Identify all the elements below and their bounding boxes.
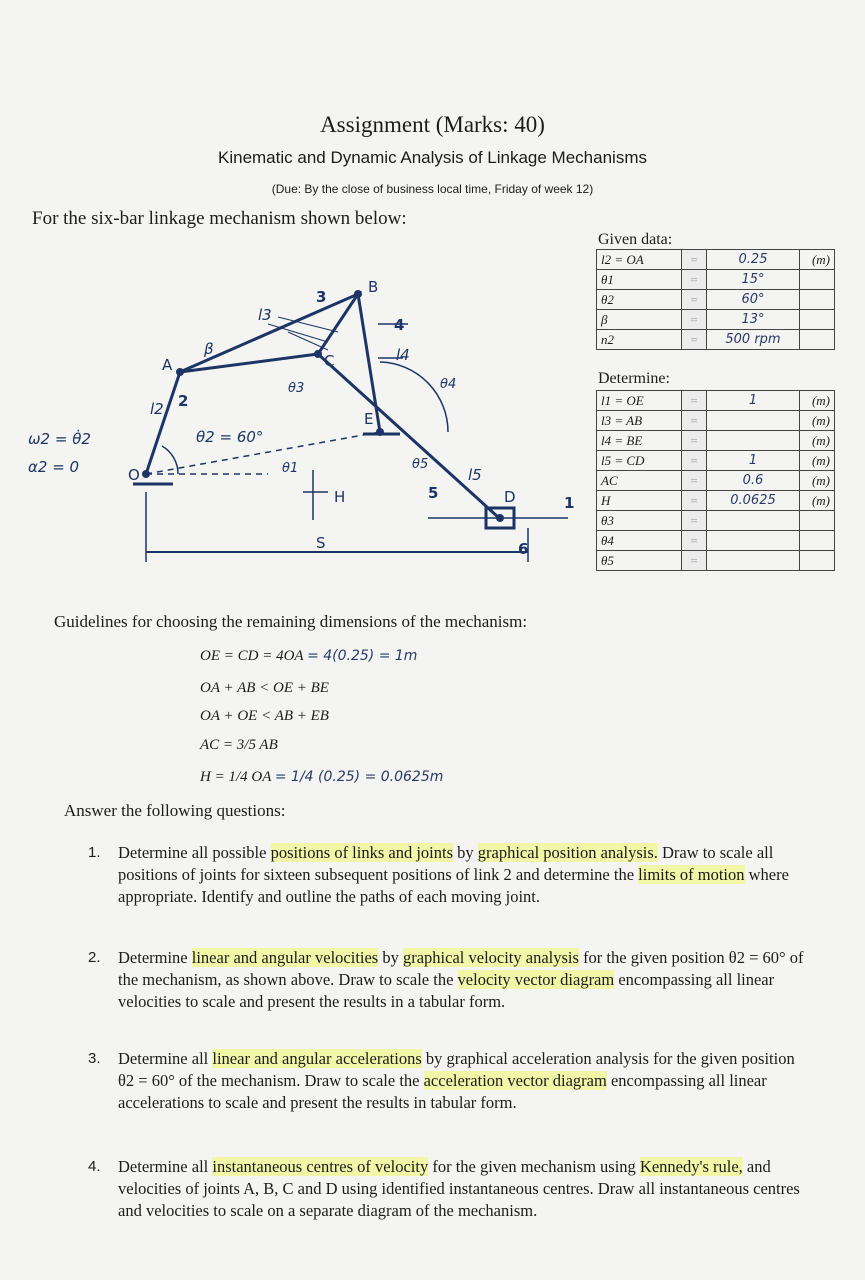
determine-table (596, 390, 835, 571)
label-link-5: 5 (428, 484, 439, 502)
table-row (597, 250, 835, 270)
cell-unit: (m) (800, 391, 835, 411)
table-row (597, 391, 835, 411)
text-part: by graphical acceleration analysis for the given position θ2 = 60° of the mechanism. Draw to scale the (118, 1049, 795, 1090)
question-text (118, 1048, 808, 1114)
question-text (118, 947, 808, 1013)
highlight: linear and angular accelerations (212, 1049, 422, 1068)
label-H: H (334, 488, 346, 506)
page-title: Assignment (Marks: 40) (320, 112, 545, 137)
given-data-table (596, 249, 835, 350)
cell-eq: = (682, 290, 707, 310)
cell-eq: = (682, 431, 707, 451)
text-part: encompassing all linear accelerations to scale and present the results in tabular form. (118, 1071, 767, 1112)
cell-unit: (m) (800, 471, 835, 491)
guidelines-heading: Guidelines for choosing the remaining dimensions of the mechanism: (54, 612, 528, 631)
cell-eq: = (682, 250, 707, 270)
cell-unit: (m) (800, 250, 835, 270)
guideline-note: = 1/4 (0.25) = 0.0625m (274, 769, 444, 785)
text-part: for the given mechanism using (428, 1157, 640, 1176)
text-part: where appropriate. Identify and outline the paths of each moving joint. (118, 865, 789, 906)
question-number: 4. (88, 1158, 101, 1175)
table-row (597, 310, 835, 330)
text-part: Determine all possible (118, 843, 271, 862)
table-row (597, 491, 835, 511)
label-link-3: 3 (316, 288, 327, 306)
guideline-eq: AC = 3/5 AB (200, 737, 278, 753)
cell-label: H (597, 491, 682, 511)
guideline-eq: OE = CD = 4OA (200, 648, 304, 664)
label-link-2: 2 (178, 392, 189, 410)
guideline-eq: OA + AB < OE + BE (200, 680, 329, 696)
guideline-5 (200, 769, 443, 786)
cell-eq: = (682, 411, 707, 431)
cell-value (707, 511, 800, 531)
cell-value: 1 (707, 391, 800, 411)
label-l5: l5 (468, 466, 482, 484)
cell-value: 0.6 (707, 471, 800, 491)
guideline-4 (200, 737, 278, 754)
table-row (597, 270, 835, 290)
cell-unit (800, 270, 835, 290)
text-part: and velocities of joints A, B, C and D using identified instantaneous centres. Draw all instantaneous centres and velocities to scale on a separate diagram of the mechanism. (118, 1157, 800, 1220)
label-E: E (364, 410, 374, 428)
highlight: Kennedy's rule, (639, 1157, 743, 1176)
guideline-1 (200, 648, 417, 665)
cell-label: θ4 (597, 531, 682, 551)
question-text (118, 1156, 808, 1222)
coupler-hatching (268, 317, 338, 350)
label-l3: l3 (258, 306, 272, 324)
cell-value: 13° (707, 310, 800, 330)
label-theta4: θ4 (440, 377, 457, 392)
cell-eq: = (682, 551, 707, 571)
cell-label: θ2 (597, 290, 682, 310)
label-l4: l4 (396, 346, 410, 364)
cell-value (707, 551, 800, 571)
guideline-note: = 4(0.25) = 1m (307, 648, 418, 664)
table-row (597, 411, 835, 431)
highlight: limits of motion (638, 865, 745, 884)
cell-eq: = (682, 330, 707, 350)
highlight: linear and angular velocities (191, 948, 379, 967)
label-l2: l2 (150, 400, 164, 418)
cell-eq: = (682, 310, 707, 330)
cell-value (707, 411, 800, 431)
cell-label: l3 = AB (597, 411, 682, 431)
text-part: Determine all (118, 1157, 213, 1176)
label-link-1: 1 (564, 494, 575, 512)
highlight: instantaneous centres of velocity (212, 1157, 429, 1176)
label-theta1: θ1 (282, 461, 299, 476)
guideline-3 (200, 708, 329, 725)
table-row (597, 290, 835, 310)
label-O: O (128, 466, 140, 484)
cell-value: 1 (707, 451, 800, 471)
highlight: graphical position analysis. (477, 843, 658, 862)
cell-value: 0.0625 (707, 491, 800, 511)
joint-points (142, 290, 504, 522)
due-date: (Due: By the close of business local time, Friday of week 12) (271, 182, 594, 196)
highlight: graphical velocity analysis (402, 948, 579, 967)
question-number: 1. (88, 844, 101, 861)
cell-eq: = (682, 451, 707, 471)
table-row (597, 511, 835, 531)
cell-eq: = (682, 391, 707, 411)
determine-heading: Determine: (598, 370, 670, 387)
cell-label: θ3 (597, 511, 682, 531)
cell-unit: (m) (800, 451, 835, 471)
text-part: encompassing all linear velocities to scale and present the results in a tabular form. (118, 970, 775, 1011)
label-theta3: θ3 (288, 381, 305, 396)
text-part: Draw to scale all positions of joints for sixteen subsequent positions of link 2 and determine the (118, 843, 774, 884)
cell-label: l1 = OE (597, 391, 682, 411)
intro-text: For the six-bar linkage mechanism shown below: (32, 208, 407, 229)
cell-label: l2 = OA (597, 250, 682, 270)
guideline-eq: H = 1/4 OA (200, 769, 272, 785)
cell-eq: = (682, 491, 707, 511)
given-data-heading: Given data: (598, 231, 673, 248)
cell-unit: (m) (800, 491, 835, 511)
label-omega: ω2 = θ̇2 (28, 430, 91, 448)
answers-heading: Answer the following questions: (64, 801, 286, 820)
cell-label: l5 = CD (597, 451, 682, 471)
highlight: acceleration vector diagram (423, 1071, 607, 1090)
text-part: Determine (118, 948, 192, 967)
cell-value: 60° (707, 290, 800, 310)
question-number: 2. (88, 949, 101, 966)
question-number: 3. (88, 1050, 101, 1067)
table-row (597, 471, 835, 491)
text-part: Determine all (118, 1049, 213, 1068)
question-text (118, 842, 808, 908)
table-row (597, 431, 835, 451)
label-C: C (324, 352, 335, 370)
cell-label: n2 (597, 330, 682, 350)
table-row (597, 531, 835, 551)
cell-eq: = (682, 270, 707, 290)
label-theta5: θ5 (412, 457, 429, 472)
label-B: B (368, 278, 379, 296)
cell-value: 15° (707, 270, 800, 290)
cell-label: β (597, 310, 682, 330)
label-A: A (162, 356, 173, 374)
cell-unit: (m) (800, 411, 835, 431)
cell-label: θ1 (597, 270, 682, 290)
six-bar-linkage-diagram (28, 262, 588, 592)
label-link-4: 4 (394, 316, 405, 334)
cell-unit (800, 290, 835, 310)
cell-label: θ5 (597, 551, 682, 571)
label-beta: β (204, 340, 214, 358)
cell-label: AC (597, 471, 682, 491)
cell-value: 0.25 (707, 250, 800, 270)
cell-unit (800, 531, 835, 551)
text-part: for the given position θ2 = 60° of the mechanism, as shown above. Draw to scale the (118, 948, 804, 989)
cell-eq: = (682, 471, 707, 491)
highlight: positions of links and joints (270, 843, 454, 862)
guideline-2 (200, 680, 329, 697)
label-S: S (316, 534, 326, 552)
highlight: velocity vector diagram (457, 970, 615, 989)
text-part: by (453, 843, 478, 862)
table-row (597, 551, 835, 571)
label-D: D (504, 488, 516, 506)
cell-eq: = (682, 511, 707, 531)
cell-unit (800, 551, 835, 571)
cell-value (707, 531, 800, 551)
cell-unit (800, 511, 835, 531)
cell-unit (800, 330, 835, 350)
table-row (597, 330, 835, 350)
label-link-6: 6 (518, 540, 529, 558)
table-row (597, 451, 835, 471)
label-theta2: θ2 = 60° (196, 428, 264, 446)
text-part: by (378, 948, 403, 967)
page-subtitle: Kinematic and Dynamic Analysis of Linkage Mechanisms (218, 148, 647, 167)
cell-label: l4 = BE (597, 431, 682, 451)
label-alpha: α2 = 0 (28, 458, 80, 476)
cell-value (707, 431, 800, 451)
cell-unit: (m) (800, 431, 835, 451)
cell-eq: = (682, 531, 707, 551)
cell-unit (800, 310, 835, 330)
cell-value: 500 rpm (707, 330, 800, 350)
guideline-eq: OA + OE < AB + EB (200, 708, 329, 724)
